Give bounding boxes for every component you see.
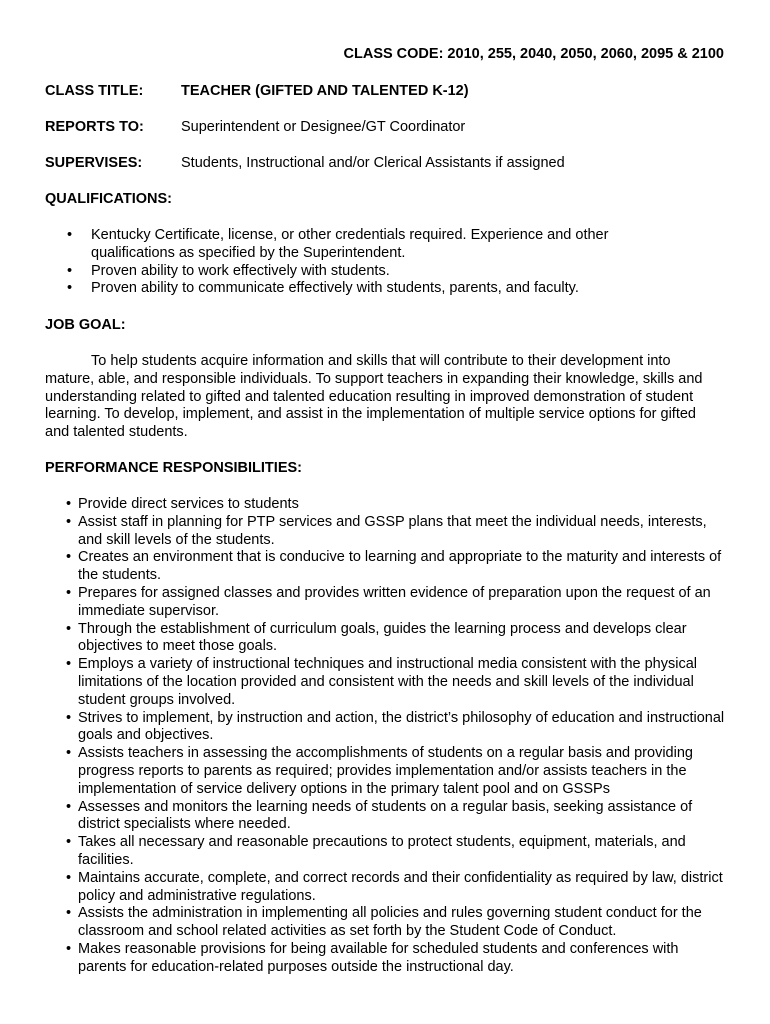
performance-responsibilities-heading: PERFORMANCE RESPONSIBILITIES: bbox=[45, 460, 302, 476]
list-item bbox=[66, 656, 726, 709]
qualifications-heading: QUALIFICATIONS: bbox=[45, 191, 172, 207]
responsibility-text: Makes reasonable provisions for being available for scheduled students and conferences with parents for education-related purposes outside the instructional day. bbox=[78, 940, 679, 975]
responsibility-text: Through the establishment of curriculum goals, guides the learning process and develops clear objectives to meet those goals. bbox=[78, 620, 687, 655]
list-item bbox=[66, 549, 726, 585]
supervises-value: Students, Instructional and/or Clerical Assistants if assigned bbox=[181, 155, 565, 171]
qualification-text: Kentucky Certificate, license, or other credentials required. Experience and other qualifications as specified by the Superintendent. bbox=[91, 227, 609, 261]
responsibility-text: Assists teachers in assessing the accomplishments of students on a regular basis and providing progress reports to parents as required; provides implementation and/or assists teachers in the implementation of service delivery options in the primary talent pool and on GSSPs bbox=[78, 745, 693, 797]
responsibility-text: Assists the administration in implementing all policies and rules governing student conduct for the classroom and school related activities as set forth by the Student Code of Conduct. bbox=[78, 905, 702, 940]
bullet: • bbox=[66, 709, 72, 726]
bullet: • bbox=[66, 834, 72, 851]
responsibilities-list bbox=[66, 496, 726, 977]
reports-to-value: Superintendent or Designee/GT Coordinator bbox=[181, 119, 466, 135]
responsibility-text: Assesses and monitors the learning needs of students on a regular basis, seeking assistance of district specialists where needed. bbox=[78, 798, 693, 833]
bullet: • bbox=[66, 584, 72, 601]
list-item bbox=[66, 745, 726, 798]
list-item bbox=[45, 280, 651, 298]
list-item bbox=[66, 514, 726, 550]
bullet: • bbox=[66, 798, 72, 815]
qualification-text: Proven ability to communicate effectively with students, parents, and faculty. bbox=[91, 280, 579, 297]
bullet: • bbox=[67, 262, 73, 279]
job-goal-heading: JOB GOAL: bbox=[45, 317, 126, 333]
bullet: • bbox=[66, 745, 72, 762]
list-item bbox=[66, 941, 726, 977]
class-code: CLASS CODE: 2010, 255, 2040, 2050, 2060, 2095 & 2100 bbox=[343, 46, 724, 62]
bullet: • bbox=[66, 496, 72, 512]
list-item bbox=[66, 799, 726, 835]
bullet: • bbox=[66, 620, 72, 637]
list-item bbox=[66, 710, 726, 746]
responsibility-text: Creates an environment that is conducive to learning and appropriate to the maturity and interests of the students. bbox=[78, 549, 722, 584]
bullet: • bbox=[66, 940, 72, 957]
bullet: • bbox=[66, 549, 72, 566]
bullet: • bbox=[66, 905, 72, 922]
list-item bbox=[66, 870, 726, 906]
list-item bbox=[66, 585, 726, 621]
bullet: • bbox=[67, 227, 73, 243]
reports-to-label: REPORTS TO: bbox=[45, 119, 144, 135]
list-item bbox=[66, 834, 726, 870]
responsibility-text: Maintains accurate, complete, and correct records and their confidentiality as required by law, district policy and administrative regulations. bbox=[78, 869, 723, 904]
responsibility-text: Prepares for assigned classes and provides written evidence of preparation upon the request of an immediate supervisor. bbox=[78, 584, 711, 619]
list-item bbox=[45, 263, 651, 281]
responsibility-text: Employs a variety of instructional techniques and instructional media consistent with the physical limitations of the location provided and consistent with the needs and skill levels of the individual student groups involved. bbox=[78, 656, 697, 708]
bullet: • bbox=[66, 656, 72, 673]
list-item bbox=[66, 905, 726, 941]
list-item bbox=[66, 496, 726, 514]
bullet: • bbox=[67, 280, 73, 297]
class-title-label: CLASS TITLE: bbox=[45, 83, 144, 99]
bullet: • bbox=[66, 513, 72, 530]
responsibility-text: Assist staff in planning for PTP services and GSSP plans that meet the individual needs, interests, and skill levels of the students. bbox=[78, 513, 707, 548]
responsibility-text: Takes all necessary and reasonable precautions to protect students, equipment, materials, and facilities. bbox=[78, 834, 686, 868]
qualifications-list bbox=[45, 227, 735, 298]
qualification-text: Proven ability to work effectively with students. bbox=[91, 262, 390, 279]
list-item bbox=[45, 227, 651, 263]
supervises-label: SUPERVISES: bbox=[45, 155, 143, 171]
responsibility-text: Strives to implement, by instruction and action, the district’s philosophy of education and instructional goals and objectives. bbox=[78, 709, 725, 744]
bullet: • bbox=[66, 869, 72, 886]
responsibility-text: Provide direct services to students bbox=[78, 496, 299, 512]
class-title-value: TEACHER (GIFTED AND TALENTED K-12) bbox=[181, 83, 469, 99]
job-goal-text: To help students acquire information and skills that will contribute to their development into mature, able, and responsible individuals. To support teachers in expanding their knowledge, skills and understanding related to gifted and talented education resulting in improved demonstration of student learning. To develop, implement, and assist in the implementation of multiple service options for gifted and talented students. bbox=[45, 353, 703, 441]
list-item bbox=[66, 621, 726, 657]
